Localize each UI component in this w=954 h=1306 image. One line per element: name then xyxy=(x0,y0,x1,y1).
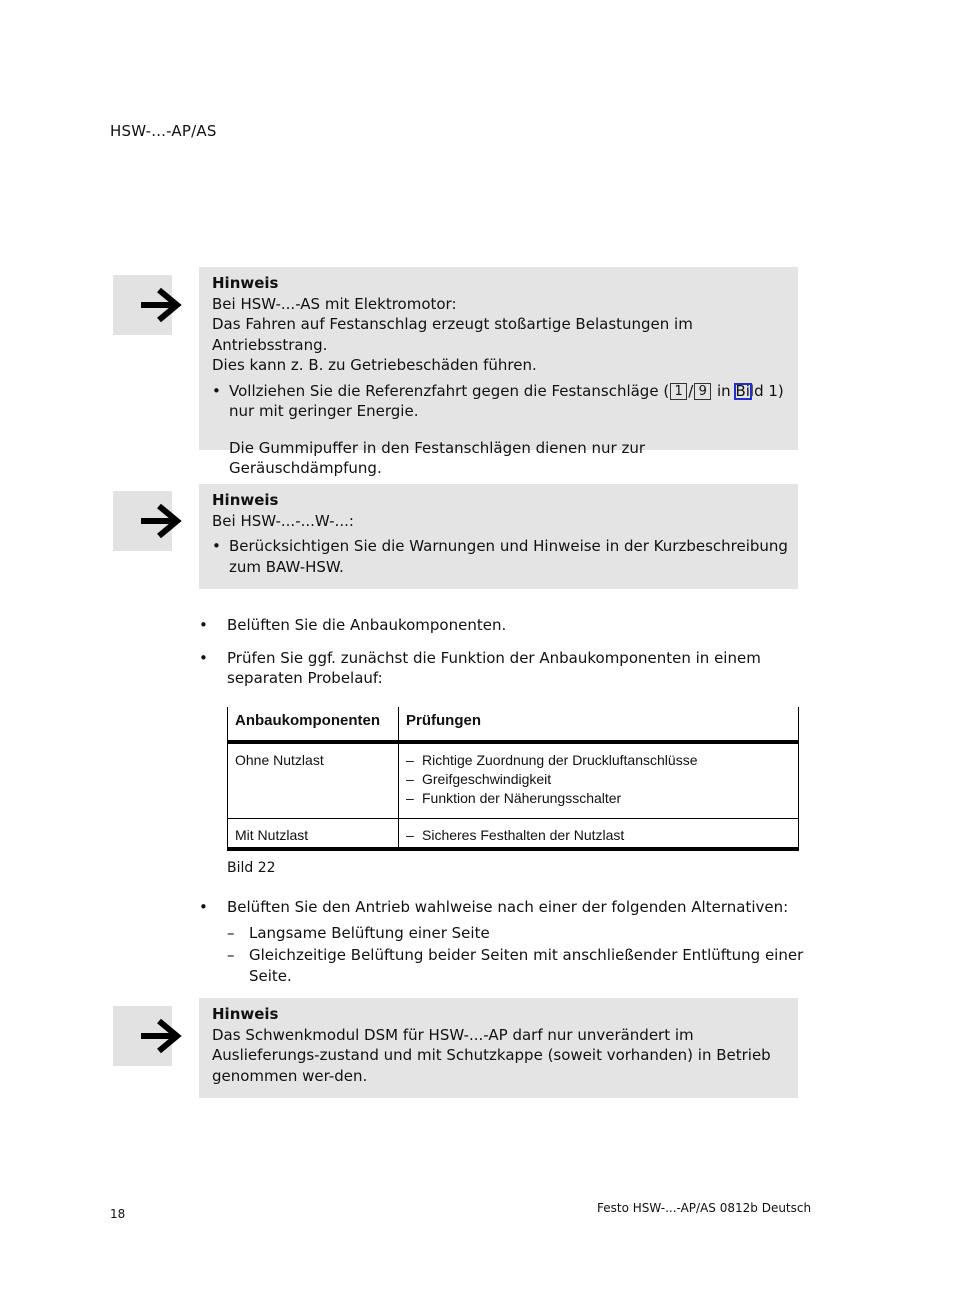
note-box-2 xyxy=(199,484,798,589)
selection-marker xyxy=(734,383,752,400)
dash-marker: – xyxy=(227,946,235,964)
figure-caption: Bild 22 xyxy=(227,860,276,876)
list-item xyxy=(199,648,812,689)
table-cell-checks xyxy=(399,818,799,849)
reference-separator: / xyxy=(688,381,694,400)
note-arrow-box-1 xyxy=(113,275,172,335)
list-item xyxy=(199,615,812,636)
figure-reference-9: 9 xyxy=(694,383,711,400)
dash-marker: – xyxy=(227,923,235,942)
note-bullet-text: Vollziehen Sie die Referenzfahrt gegen die Festanschläge ( xyxy=(229,381,670,400)
note-bullet-text: nur mit geringer Energie. xyxy=(229,402,419,420)
table-cell-checks xyxy=(399,742,799,818)
note-bullet xyxy=(212,381,788,479)
list-item xyxy=(199,897,812,986)
arrow-right-icon xyxy=(139,1013,183,1059)
note-text-line: Dies kann z. B. zu Getriebeschäden führen. xyxy=(212,356,537,374)
check-item: – Richtige Zuordnung der Druckluftanschlüsse xyxy=(406,752,698,768)
components-table xyxy=(227,707,799,851)
note-text-line: Bei HSW-...-AS mit Elektromotor: xyxy=(212,294,457,313)
note-extra-text: Die Gummipuffer in den Festanschlägen dienen nur zur Geräuschdämpfung. xyxy=(229,438,646,477)
table-cell-component: Ohne Nutzlast xyxy=(228,742,399,818)
note-bullet-text: in Bild 1) xyxy=(712,381,784,400)
bullet-dot: • xyxy=(199,616,208,634)
note-text-line: Bei HSW-...-...W-...: xyxy=(212,511,354,530)
note-title: Hinweis xyxy=(212,1005,279,1023)
bullet-dot: • xyxy=(212,537,221,555)
note-title: Hinweis xyxy=(212,491,279,509)
sub-list-item-text: Langsame Belüftung einer Seite xyxy=(249,923,490,942)
page-number: 18 xyxy=(110,1207,126,1221)
note-text-line: Das Fahren auf Festanschlag erzeugt stoßartige Belastungen im Antriebsstrang. xyxy=(212,315,693,354)
bullet-dot: • xyxy=(199,898,208,916)
column-header-checks: Prüfungen xyxy=(399,707,799,742)
note-title: Hinweis xyxy=(212,274,279,292)
note-bullet xyxy=(212,536,788,577)
bullet-dot: • xyxy=(212,381,221,400)
figure-reference-1: 1 xyxy=(670,383,687,400)
list-item-text: Belüften Sie den Antrieb wahlweise nach einer der folgenden Alternativen: xyxy=(227,898,789,916)
sub-list-item xyxy=(227,945,812,986)
arrow-right-icon xyxy=(139,282,183,328)
arrow-right-icon xyxy=(139,498,183,544)
table-row xyxy=(228,742,799,818)
document-footer: Festo HSW-...-AP/AS 0812b Deutsch xyxy=(597,1201,812,1215)
note-bullet-text: Berücksichtigen Sie die Warnungen und Hinweise in der Kurzbeschreibung zum BAW-HSW. xyxy=(229,537,788,576)
list-item-text: Belüften Sie die Anbaukomponenten. xyxy=(227,616,507,634)
table-header-row xyxy=(228,707,799,742)
note-arrow-box-3 xyxy=(113,1006,172,1066)
list-item-text: Prüfen Sie ggf. zunächst die Funktion der Anbaukomponenten in einem separaten Probelauf: xyxy=(227,648,761,687)
bullet-dot: • xyxy=(199,648,208,667)
note-arrow-box-2 xyxy=(113,491,172,551)
instruction-list xyxy=(199,615,812,689)
check-item: – Funktion der Näherungsschalter xyxy=(406,790,622,806)
document-header-title: HSW-...-AP/AS xyxy=(110,122,217,140)
sub-list-item-text: Gleichzeitige Belüftung beider Seiten mit anschließender Entlüftung einer Seite. xyxy=(249,946,804,985)
sub-list-item xyxy=(227,923,812,944)
instruction-list xyxy=(199,897,812,986)
table-row xyxy=(228,818,799,849)
check-item: – Sicheres Festhalten der Nutzlast xyxy=(406,826,625,843)
check-item: – Greifgeschwindigkeit xyxy=(406,771,552,787)
column-header-components: Anbaukomponenten xyxy=(228,707,399,742)
table-cell-component: Mit Nutzlast xyxy=(228,818,399,849)
note-box-3 xyxy=(199,998,798,1098)
note-box-1 xyxy=(199,267,798,477)
note-text: Das Schwenkmodul DSM für HSW-...-AP darf nur unverändert im Auslieferungs-zustand und mit Schutzkappe (soweit vorhanden) in Betrieb genommen wer-den. xyxy=(212,1025,771,1085)
